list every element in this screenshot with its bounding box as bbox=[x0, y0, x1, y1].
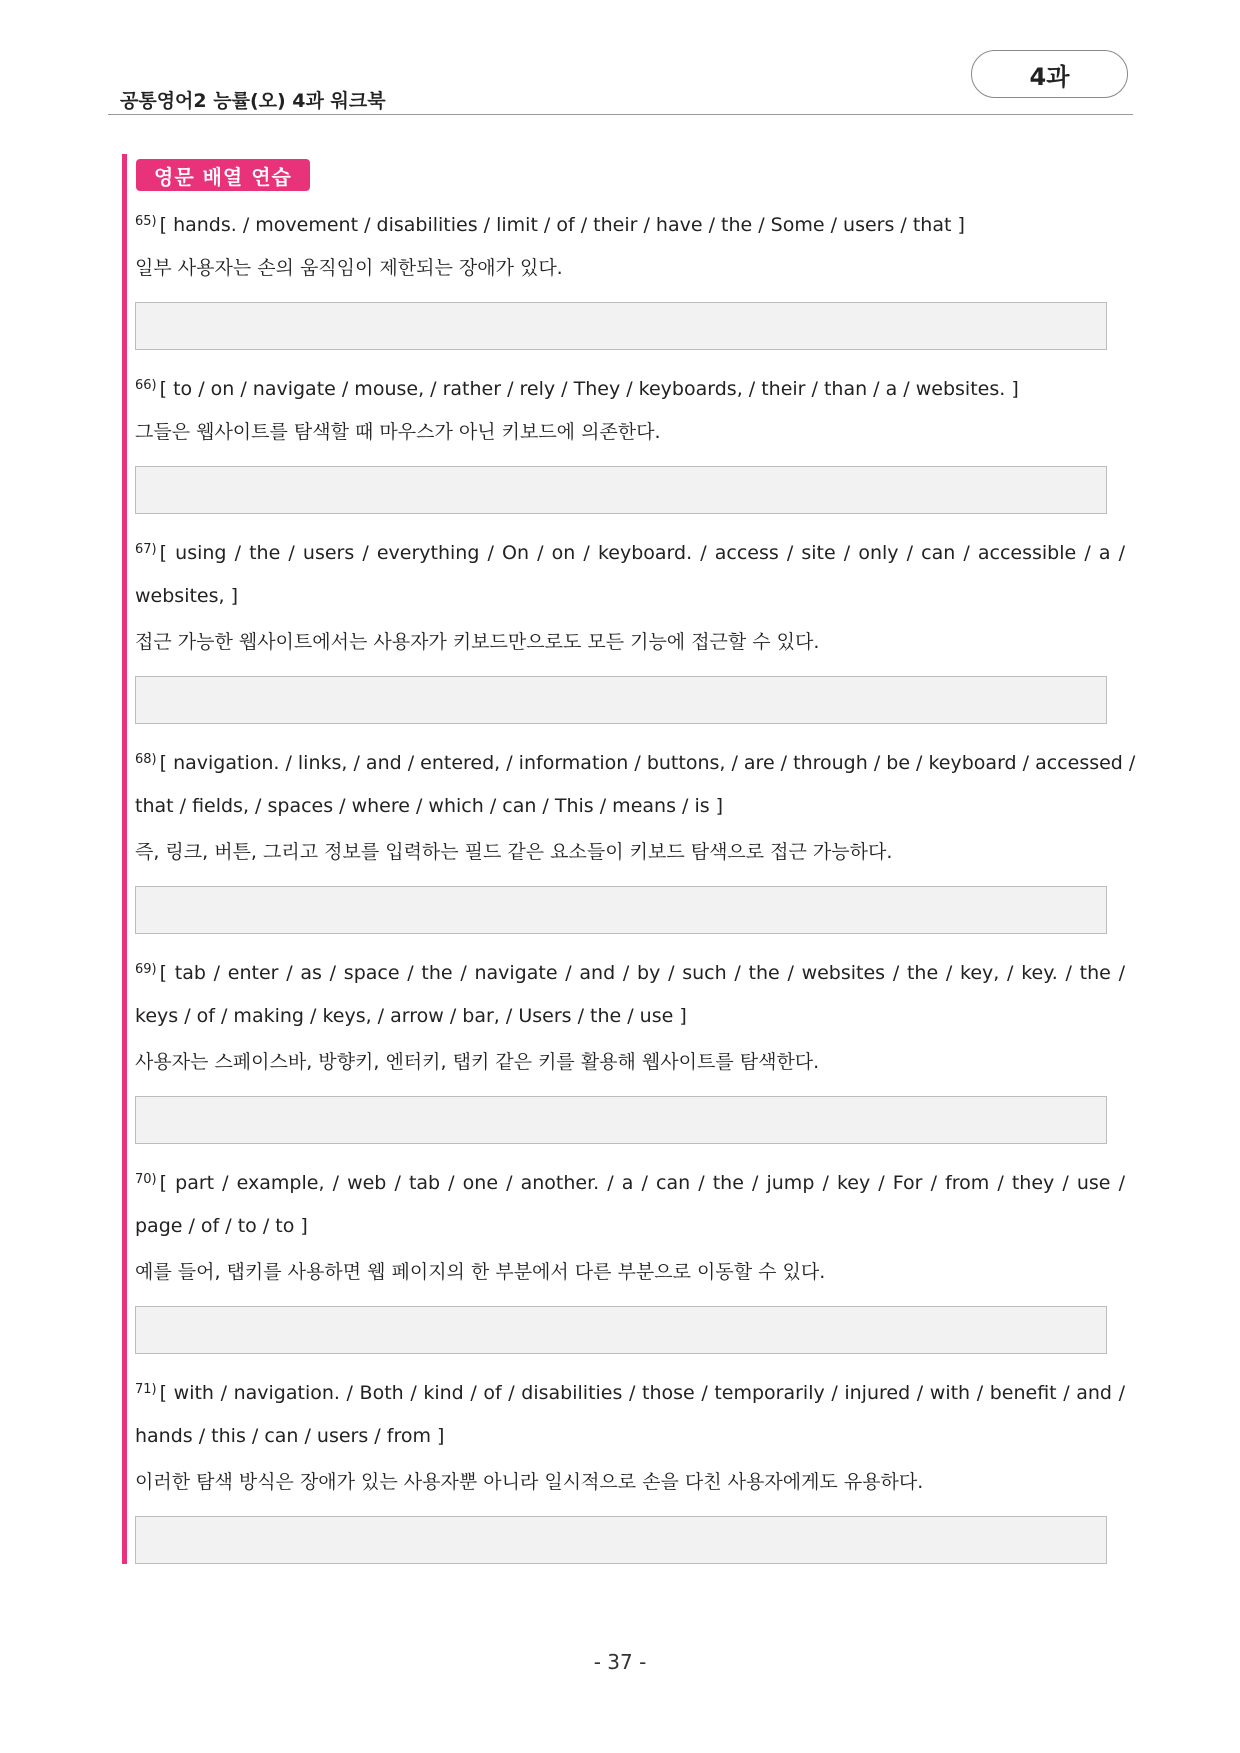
words-text: [ with / navigation. / Both / kind / of / disabilities / those / temporarily / injured / with / benefit / and / bbox=[159, 1382, 1125, 1404]
chapter-tab: 4과 bbox=[971, 50, 1128, 98]
words-text: [ using / the / users / everything / On / on / keyboard. / access / site / only / can / accessible / a / bbox=[159, 542, 1125, 564]
answer-box[interactable] bbox=[135, 1306, 1107, 1354]
scrambled-words-continued: page / of / to / to ] bbox=[135, 1215, 308, 1237]
scrambled-words bbox=[135, 1378, 1125, 1405]
words-text: [ part / example, / web / tab / one / another. / a / can / the / jump / key / For / from / they / use / bbox=[159, 1172, 1125, 1194]
answer-box[interactable] bbox=[135, 1096, 1107, 1144]
section-accent-bar bbox=[122, 154, 127, 1564]
item-number: 70) bbox=[135, 1172, 157, 1187]
answer-box[interactable] bbox=[135, 466, 1107, 514]
words-text: [ navigation. / links, / and / entered, / information / buttons, / are / through / be / keyboard / accessed / bbox=[159, 752, 1136, 774]
answer-box[interactable] bbox=[135, 886, 1107, 934]
scrambled-words-continued: that / fields, / spaces / where / which / can / This / means / is ] bbox=[135, 795, 724, 817]
header-rule bbox=[108, 114, 1133, 115]
section-label: 영문 배열 연습 bbox=[136, 159, 310, 191]
scrambled-words bbox=[135, 374, 1019, 401]
translation: 이러한 탐색 방식은 장애가 있는 사용자뿐 아니라 일시적으로 손을 다친 사용자에게도 유용하다. bbox=[135, 1471, 924, 1493]
scrambled-words bbox=[135, 748, 1136, 775]
item-number: 66) bbox=[135, 378, 157, 393]
scrambled-words-continued: hands / this / can / users / from ] bbox=[135, 1425, 445, 1447]
translation: 즉, 링크, 버튼, 그리고 정보를 입력하는 필드 같은 요소들이 키보드 탐색으로 접근 가능하다. bbox=[135, 841, 893, 863]
answer-box[interactable] bbox=[135, 676, 1107, 724]
translation: 일부 사용자는 손의 움직임이 제한되는 장애가 있다. bbox=[135, 257, 563, 279]
scrambled-words bbox=[135, 958, 1125, 985]
translation: 그들은 웹사이트를 탐색할 때 마우스가 아닌 키보드에 의존한다. bbox=[135, 421, 661, 443]
item-number: 68) bbox=[135, 752, 157, 767]
answer-box[interactable] bbox=[135, 1516, 1107, 1564]
words-text: [ hands. / movement / disabilities / limit / of / their / have / the / Some / users / that ] bbox=[159, 214, 965, 236]
scrambled-words bbox=[135, 210, 965, 237]
item-number: 71) bbox=[135, 1382, 157, 1397]
words-text: [ to / on / navigate / mouse, / rather / rely / They / keyboards, / their / than / a / websites. ] bbox=[159, 378, 1019, 400]
scrambled-words-continued: keys / of / making / keys, / arrow / bar, / Users / the / use ] bbox=[135, 1005, 687, 1027]
scrambled-words-continued: websites, ] bbox=[135, 585, 238, 607]
page-number: - 37 - bbox=[593, 1650, 647, 1674]
scrambled-words bbox=[135, 1168, 1125, 1195]
answer-box[interactable] bbox=[135, 302, 1107, 350]
translation: 접근 가능한 웹사이트에서는 사용자가 키보드만으로도 모든 기능에 접근할 수 있다. bbox=[135, 631, 820, 653]
translation: 사용자는 스페이스바, 방향키, 엔터키, 탭키 같은 키를 활용해 웹사이트를 탐색한다. bbox=[135, 1051, 820, 1073]
item-number: 67) bbox=[135, 542, 157, 557]
item-number: 65) bbox=[135, 214, 157, 229]
item-number: 69) bbox=[135, 962, 157, 977]
translation: 예를 들어, 탭키를 사용하면 웹 페이지의 한 부분에서 다른 부분으로 이동할 수 있다. bbox=[135, 1261, 826, 1283]
scrambled-words bbox=[135, 538, 1125, 565]
words-text: [ tab / enter / as / space / the / navigate / and / by / such / the / websites / the / key, / key. / the / bbox=[159, 962, 1125, 984]
header-title: 공통영어2 능률(오) 4과 워크북 bbox=[120, 90, 386, 112]
